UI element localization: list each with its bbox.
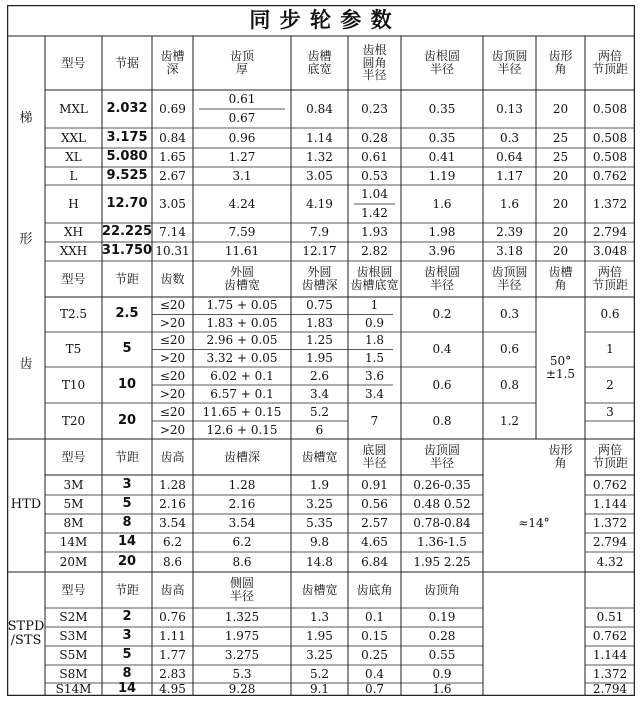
table-cell: 1.27 (228, 150, 256, 165)
table-cell: 0.23 (361, 101, 388, 116)
table-cell: 7.9 (309, 225, 330, 240)
table-cell: 3.54 (159, 516, 186, 531)
table-cell: 0.762 (592, 629, 628, 644)
table-cell: 0.762 (592, 168, 628, 183)
tooth-count: ≤20 (159, 298, 186, 313)
table-cell: 1.65 (159, 150, 186, 165)
table-cell: 1.9 (309, 477, 330, 492)
table-cell: 1.95 (306, 350, 333, 365)
table-cell: 1.95 (306, 629, 333, 644)
tooth-count: ≤20 (159, 333, 186, 348)
table-cell: 0.84 (306, 101, 333, 116)
table-cell: 0.2 (432, 307, 452, 322)
column-header: 齿形 角 (548, 443, 573, 470)
column-header: 节距 (114, 449, 139, 464)
section-label: STPD /STS (7, 618, 45, 648)
table-cell: 2.83 (159, 666, 186, 681)
table-cell: 0.35 (428, 130, 456, 145)
table-cell: 4.19 (306, 196, 333, 211)
table-cell: 0.53 (361, 168, 388, 183)
table-cell: 0.6 (499, 342, 520, 357)
table-cell: 6.02 + 0.1 (210, 368, 274, 383)
table-cell: 4.24 (228, 196, 256, 211)
table-cell: 20M (59, 554, 88, 569)
column-header: 齿根圆 半径 (423, 49, 460, 76)
table-cell: 1.2 (499, 413, 520, 428)
tooth-count: >20 (159, 350, 186, 365)
column-header: 齿根圆 半径 (423, 265, 460, 292)
table-cell: 20 (552, 196, 569, 211)
pitch-value: 5 (122, 341, 132, 357)
table-cell: 4.65 (361, 535, 388, 550)
column-header: 节距 (114, 582, 139, 597)
pitch-value: 5 (122, 647, 132, 663)
column-header: 齿顶圆 半径 (423, 443, 460, 470)
table-cell: 11.61 (224, 244, 260, 259)
table-cell: 2.794 (592, 682, 628, 697)
table-cell: 3.32 + 0.05 (206, 350, 278, 365)
table-cell: 3.4 (364, 386, 385, 401)
table-cell: 2.794 (592, 535, 628, 550)
table-cell: 1.144 (592, 497, 628, 512)
table-cell: 5.2 (309, 666, 330, 681)
table-cell: 0.8 (432, 413, 452, 428)
table-cell: 1 (606, 342, 614, 357)
table-cell: 0.8 (499, 377, 520, 392)
table-cell: 0.61 (361, 150, 388, 165)
tooth-count: ≤20 (159, 368, 186, 383)
table-cell: 0.28 (428, 629, 456, 644)
table-cell: 1.11 (159, 629, 186, 644)
table-cell: 0.48 0.52 (413, 497, 471, 512)
table-cell: 0.15 (361, 629, 388, 644)
table-cell: 0.4 (364, 666, 385, 681)
table-cell: 25 (552, 150, 569, 165)
table-cell: 1.372 (592, 196, 628, 211)
table-cell: 2.16 (159, 497, 186, 512)
table-cell: 0.508 (592, 101, 628, 116)
table-cell: 8M (63, 516, 84, 531)
table-cell: 6.57 + 0.1 (210, 386, 274, 401)
table-cell: S5M (59, 648, 88, 663)
table-cell: 2.57 (361, 516, 388, 531)
table-cell: 20 (552, 225, 569, 240)
section-label-char: 梯 (19, 110, 33, 126)
table-cell: 2.16 (228, 497, 256, 512)
column-header: 齿根圆 齿槽底宽 (350, 265, 399, 292)
table-cell: 3.6 (364, 368, 385, 383)
table-cell: 1.17 (496, 168, 523, 183)
table-cell: 2.82 (361, 244, 388, 259)
column-header: 型号 (61, 271, 86, 286)
column-header: 齿槽宽 (301, 449, 338, 464)
table-cell: H (68, 196, 79, 211)
pitch-value: 31.750 (101, 243, 153, 259)
table-cell: XXL (60, 130, 87, 145)
table-cell: 1.93 (361, 225, 388, 240)
groove-angle: 50° ±1.5 (545, 354, 576, 381)
table-cell: 3M (63, 477, 84, 492)
table-cell: 1.5 (364, 350, 385, 365)
table-cell: 1.95 2.25 (413, 554, 471, 569)
table-cell: 0.762 (592, 477, 628, 492)
table-cell: 1.75 + 0.05 (206, 298, 278, 313)
table-cell: 3.25 (306, 648, 333, 663)
table-cell: 1.77 (159, 648, 186, 663)
table-cell: 20 (552, 168, 569, 183)
pitch-value: 3 (122, 476, 132, 492)
table-cell: 0.6 (600, 307, 620, 322)
tooth-count: >20 (159, 422, 186, 437)
table-cell: 1.42 (361, 206, 388, 221)
table-cell: 0.91 (361, 477, 388, 492)
table-cell: 0.25 (361, 648, 388, 663)
pitch-value: 2.032 (106, 100, 148, 116)
column-header: 节据 (114, 55, 139, 70)
parameter-sheet (7, 5, 635, 696)
table-cell: 2 (606, 377, 614, 392)
column-header: 型号 (61, 449, 86, 464)
table-cell: 0.4 (432, 342, 452, 357)
table-cell: 8.6 (162, 554, 183, 569)
table-cell: 5.2 (309, 404, 330, 419)
table-cell: 1.28 (228, 477, 256, 492)
table-cell: 14.8 (306, 554, 333, 569)
table-cell: 20 (552, 244, 569, 259)
model-name: T5 (65, 342, 82, 357)
column-header: 侧圆 半径 (229, 576, 254, 603)
pitch-value: 2.5 (115, 306, 139, 322)
table-cell: 10.31 (155, 244, 190, 259)
pitch-value: 9.525 (106, 167, 148, 183)
table-cell: 0.3 (499, 130, 520, 145)
table-cell: 0.508 (592, 150, 628, 165)
table-cell: 0.55 (428, 648, 456, 663)
table-cell: 12.17 (302, 244, 337, 259)
column-header: 齿顶 厚 (229, 49, 254, 76)
table-cell: XL (65, 150, 82, 165)
table-cell: 0.64 (496, 150, 523, 165)
table-cell: 1.04 (361, 187, 388, 202)
model-name: T2.5 (59, 307, 88, 322)
table-cell: 1.6 (432, 196, 452, 211)
table-cell: 11.65 + 0.15 (202, 404, 282, 419)
table-cell: 0.1 (364, 610, 385, 625)
column-header: 底圆 半径 (362, 443, 387, 470)
table-cell: 1.83 (306, 315, 333, 330)
table-cell: 3.25 (306, 497, 333, 512)
table-cell: 7 (370, 413, 379, 428)
table-cell: 3.05 (159, 196, 186, 211)
column-header: 外圆 齿槽宽 (223, 265, 260, 292)
table-cell: 0.9 (364, 315, 385, 330)
table-cell: 6.84 (361, 554, 388, 569)
column-header: 齿槽深 (223, 449, 260, 464)
pitch-value: 22.225 (101, 224, 153, 240)
column-header: 齿槽 底宽 (307, 49, 332, 76)
table-cell: 1.25 (306, 333, 333, 348)
table-cell: 0.61 (228, 92, 256, 107)
table-cell: 1.98 (428, 225, 456, 240)
table-cell: 3.275 (224, 648, 260, 663)
table-cell: 0.28 (361, 130, 388, 145)
table-cell: 1.975 (224, 629, 260, 644)
table-cell: 1 (370, 298, 379, 313)
table-cell: 0.76 (159, 610, 186, 625)
table-cell: 14M (59, 535, 88, 550)
column-header: 两倍 节顶距 (591, 49, 628, 76)
table-cell: 2.67 (159, 168, 186, 183)
column-header: 节距 (114, 271, 139, 286)
table-cell: 1.32 (306, 150, 333, 165)
table-cell: 0.56 (361, 497, 388, 512)
table-cell: 1.3 (309, 610, 330, 625)
pitch-value: 5 (122, 496, 132, 512)
tooth-count: >20 (159, 315, 186, 330)
table-cell: 4.95 (159, 682, 186, 697)
pitch-value: 5.080 (106, 149, 148, 165)
table-cell: 0.26-0.35 (413, 477, 471, 492)
table-cell: 2.96 + 0.05 (206, 333, 278, 348)
table-cell: 8.6 (232, 554, 252, 569)
column-header: 齿槽宽 (301, 582, 338, 597)
table-cell: 3.1 (232, 168, 252, 183)
table-cell: XH (63, 225, 83, 240)
table-cell: 1.83 + 0.05 (206, 315, 278, 330)
model-name: T10 (61, 377, 86, 392)
table-cell: 20 (552, 101, 569, 116)
pitch-value: 20 (117, 412, 137, 428)
model-name: T20 (61, 413, 86, 428)
table-cell: 5.3 (232, 666, 252, 681)
page-title: 同 步 轮 参 数 (249, 8, 393, 33)
table-cell: 1.6 (432, 682, 452, 697)
table-cell: 0.3 (499, 307, 520, 322)
table-cell: 0.67 (228, 111, 256, 126)
table-cell: 3.4 (309, 386, 330, 401)
pitch-value: 2 (122, 609, 132, 625)
pitch-value: 8 (122, 515, 132, 531)
section-label-char: 形 (19, 231, 33, 247)
table-cell: 3 (606, 404, 614, 419)
table-cell: 0.84 (159, 130, 186, 145)
pitch-value: 8 (122, 665, 132, 681)
tooth-angle: ≈14° (518, 516, 550, 531)
table-cell: 9.8 (309, 535, 330, 550)
tooth-count: ≤20 (159, 404, 186, 419)
pitch-value: 3.175 (106, 129, 148, 145)
pitch-value: 14 (117, 534, 137, 550)
pitch-value: 14 (117, 681, 137, 697)
table-cell: 0.6 (432, 377, 452, 392)
table-cell: 1.325 (224, 610, 260, 625)
table-cell: 5.35 (306, 516, 333, 531)
table-cell: 0.19 (428, 610, 456, 625)
table-cell: 2.6 (309, 368, 330, 383)
column-header: 齿顶圆 半径 (491, 49, 528, 76)
table-cell: 0.96 (228, 130, 256, 145)
table-cell: 0.69 (159, 101, 186, 116)
column-header: 两倍 节顶距 (591, 443, 628, 470)
table-cell: 3.96 (428, 244, 456, 259)
table-cell: 1.14 (306, 130, 333, 145)
table-cell: 0.13 (496, 101, 523, 116)
table-cell: 3.18 (496, 244, 523, 259)
table-cell: 6 (315, 422, 324, 437)
table-cell: 1.372 (592, 666, 628, 681)
column-header: 齿形 角 (548, 49, 573, 76)
column-header: 齿数 (160, 271, 185, 286)
column-header: 齿顶圆 半径 (491, 265, 528, 292)
column-header: 齿根 圆角 半径 (362, 42, 387, 83)
section-label-char: 齿 (19, 356, 33, 372)
column-header: 齿底角 (356, 582, 393, 597)
table-cell: 2.794 (592, 225, 628, 240)
table-cell: 3.54 (228, 516, 256, 531)
table-cell: 1.28 (159, 477, 186, 492)
table-cell: L (69, 168, 78, 183)
table-cell: 0.9 (432, 666, 452, 681)
table-cell: 1.144 (592, 648, 628, 663)
table-cell: 9.1 (309, 682, 330, 697)
table-cell: 1.19 (428, 168, 456, 183)
table-cell: 1.36-1.5 (417, 535, 467, 550)
table-cell: 3.048 (592, 244, 628, 259)
table-cell: S8M (59, 666, 88, 681)
column-header: 外圆 齿槽深 (301, 265, 338, 292)
table-cell: 7.59 (228, 225, 256, 240)
column-header: 齿槽 角 (548, 265, 573, 292)
column-header: 齿高 (160, 449, 185, 464)
column-header: 两倍 节顶距 (591, 265, 628, 292)
column-header: 齿高 (160, 582, 185, 597)
pitch-value: 10 (117, 376, 137, 392)
table-cell: 12.6 + 0.15 (206, 422, 278, 437)
column-header: 型号 (61, 582, 86, 597)
table-cell: S3M (59, 629, 88, 644)
table-cell: 2.39 (496, 225, 523, 240)
table-cell: 7.14 (159, 225, 186, 240)
pitch-value: 20 (117, 553, 137, 569)
table-cell: 6.2 (162, 535, 183, 550)
table-cell: 0.508 (592, 130, 628, 145)
table-cell: 0.75 (306, 298, 333, 313)
table-cell: 0.51 (596, 610, 624, 625)
table-cell: 25 (552, 130, 569, 145)
table-cell: MXL (59, 101, 88, 116)
column-header: 齿顶角 (423, 582, 460, 597)
table-cell: 4.32 (596, 554, 624, 569)
table-cell: 5M (63, 497, 84, 512)
table-cell: 6.2 (232, 535, 252, 550)
tooth-count: >20 (159, 386, 186, 401)
table-cell: 0.78-0.84 (413, 516, 471, 531)
table-cell: XXH (59, 244, 88, 259)
pitch-value: 3 (122, 628, 132, 644)
table-cell: 0.35 (428, 101, 456, 116)
column-header: 齿槽 深 (160, 49, 185, 76)
table-cell: 1.372 (592, 516, 628, 531)
table-cell: 1.6 (499, 196, 520, 211)
table-cell: 9.28 (228, 682, 256, 697)
table-cell: 0.7 (364, 682, 385, 697)
table-cell: S2M (59, 610, 88, 625)
table-cell: 1.8 (364, 333, 385, 348)
section-label: HTD (10, 497, 42, 513)
table-cell: 3.05 (306, 168, 333, 183)
table-cell: 0.41 (428, 150, 456, 165)
column-header: 型号 (61, 55, 86, 70)
table-cell: S14M (55, 682, 92, 697)
pitch-value: 12.70 (106, 195, 148, 211)
